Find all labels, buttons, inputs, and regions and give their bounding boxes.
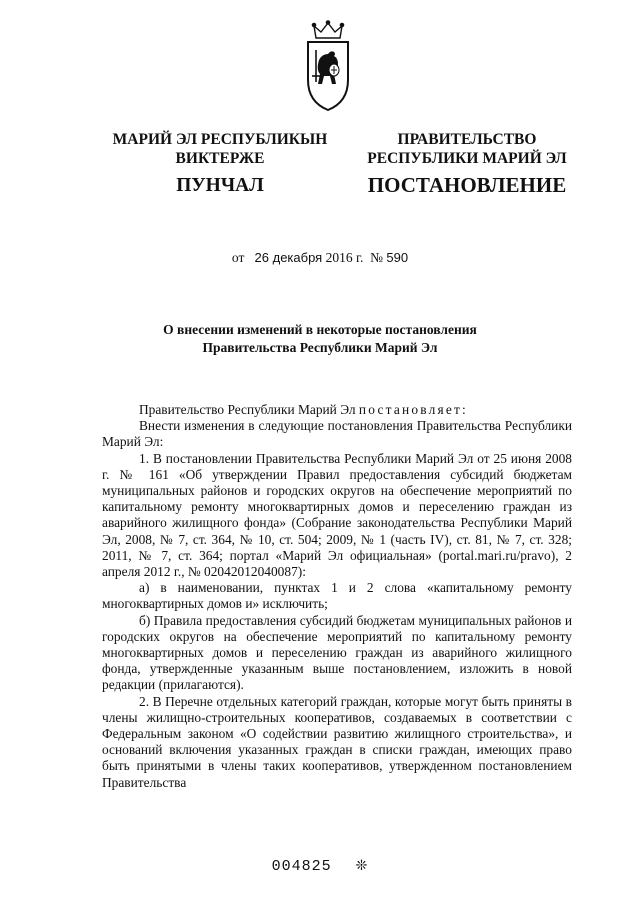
- date-day-month: 26 декабря: [254, 250, 323, 265]
- number-sign: №: [370, 250, 383, 265]
- asterisk-icon: ❊: [355, 858, 369, 874]
- mari-el-coat-of-arms-icon: [302, 20, 354, 112]
- paragraph-2: 1. В постановлении Правительства Республики Марий Эл от 25 июня 2008 г. № 161 «Об утверждении Правил предоставления субсидий бюджетам муниципальных районов и городских округов на обеспечение мероприятий по капитальному ремонту многоквартирных домов и переселению граждан из аварийного жилищного фонда» (Собрание законодательства Республики Марий Эл, 2008, № 7, ст. 364, № 10, ст. 504; 2009, № 1 (часть IV), ст. 81, № 7, ст. 328; 2011, № 7, ст. 364; портал «Марий Эл официальная» (portal.mari.ru/pravo), 2 апреля 2012 г., № 02042012040087):: [102, 450, 572, 580]
- intro-spaced-verb: постановляет:: [358, 402, 468, 417]
- intro-paragraph: [102, 402, 572, 418]
- header-left-line1: МАРИЙ ЭЛ РЕСПУБЛИКЫН: [112, 131, 328, 148]
- paragraph-5: 2. В Перечне отдельных категорий граждан, которые могут быть приняты в члены жилищно-строительных кооперативов, создаваемых в соответствии с Федеральным законом «О содействии развитию жилищного строительства», и оснований включения указанных граждан в списки граждан, имеющих право быть принятыми в члены таких кооперативов, утвержденном постановлением Правительства: [102, 693, 572, 790]
- title-line1: О внесении изменений в некоторые постановления: [163, 322, 477, 337]
- footer: [0, 858, 640, 875]
- header-left-doc-type: ПУНЧАЛ: [176, 175, 264, 196]
- intro-text: Правительство Республики Марий Эл: [139, 402, 359, 417]
- header-right: [352, 130, 582, 195]
- paragraph-3: а) в наименовании, пунктах 1 и 2 слова «капитальному ремонту многоквартирных домов и» исключить;: [102, 580, 572, 612]
- date-line: [0, 250, 640, 266]
- header-right-line2: РЕСПУБЛИКИ МАРИЙ ЭЛ: [367, 150, 567, 167]
- serial-number: 004825: [271, 858, 332, 875]
- document-body: [102, 402, 572, 791]
- title-line2: Правительства Республики Марий Эл: [202, 340, 438, 355]
- date-prefix: от: [231, 250, 245, 265]
- paragraph-4: б) Правила предоставления субсидий бюджетам муниципальных районов и городских округов на обеспечение мероприятий по капитальному ремонту многоквартирных домов и переселению граждан из аварийного жилищного фонда, утвержденные указанным выше постановлением, изложить в новой редакции (прилагаются).: [102, 612, 572, 693]
- header-right-line1: ПРАВИТЕЛЬСТВО: [397, 131, 537, 148]
- header-left: [100, 130, 340, 195]
- header-left-line2: ВИКТЕРЖЕ: [175, 150, 265, 167]
- document-title: [120, 321, 520, 357]
- header-right-doc-type: ПОСТАНОВЛЕНИЕ: [367, 173, 567, 197]
- date-year: 2016 г.: [325, 250, 364, 265]
- paragraph-1: Внести изменения в следующие постановления Правительства Республики Марий Эл:: [102, 418, 572, 450]
- document-number: 590: [386, 250, 409, 265]
